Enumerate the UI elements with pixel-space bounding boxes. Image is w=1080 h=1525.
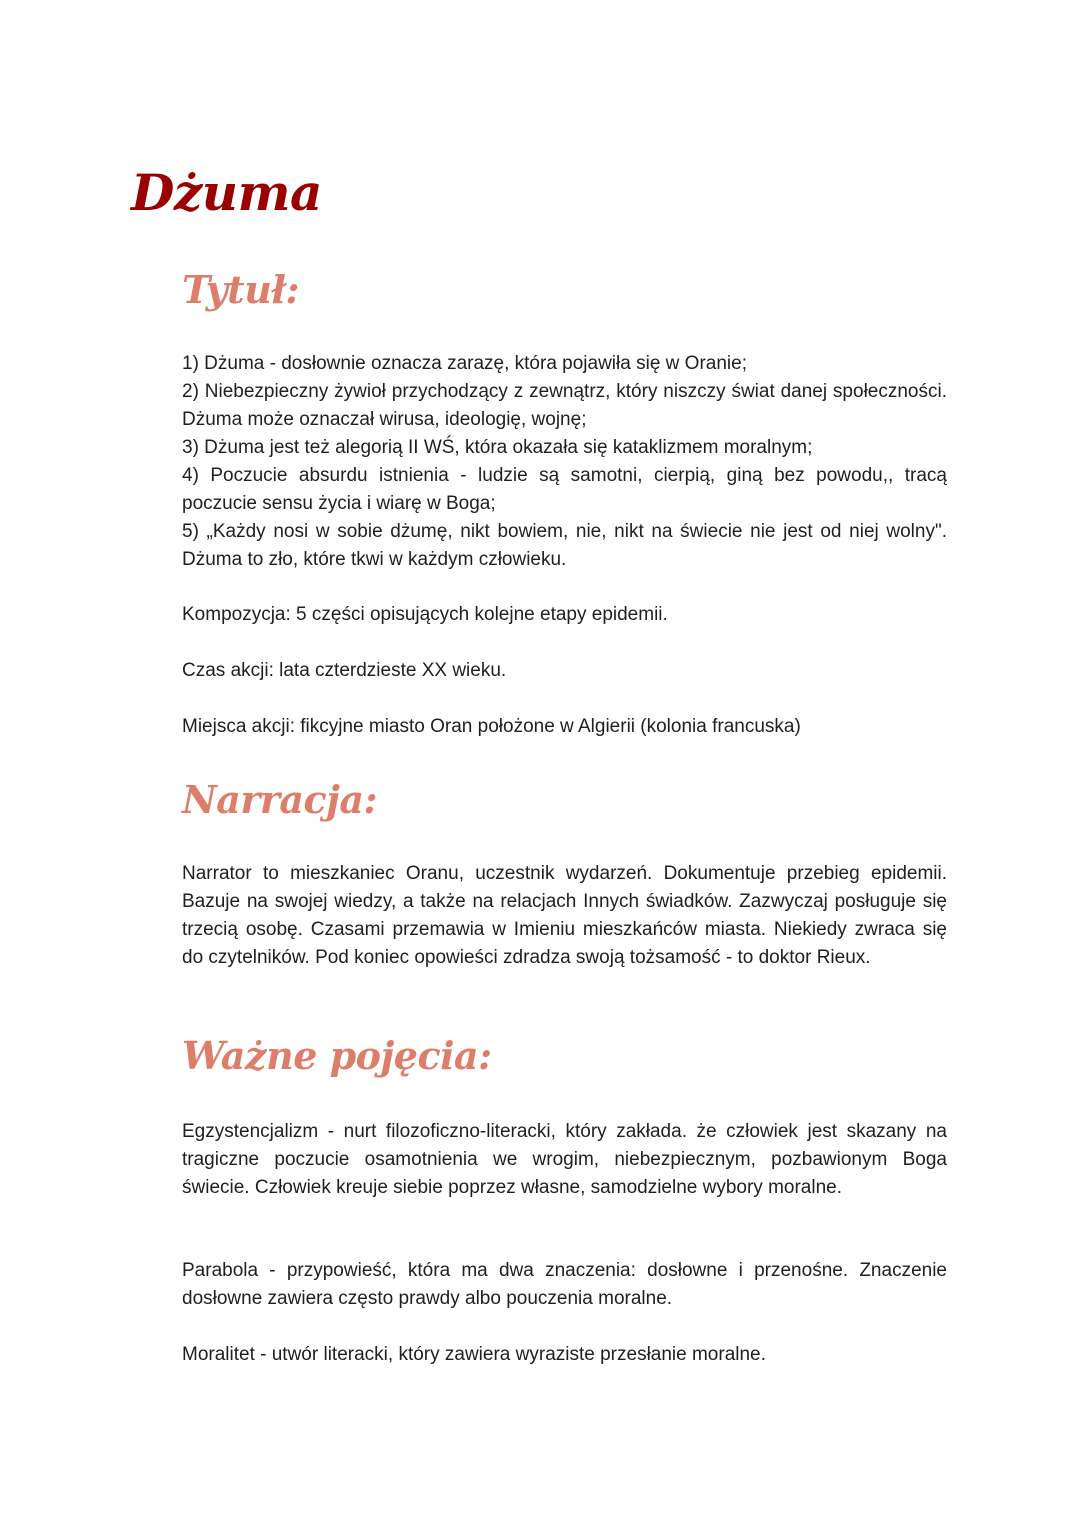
- list-item: 4) Poczucie absurdu istnienia - ludzie są samotni, cierpią, giną bez powodu,, tracą poczucie sensu życia i wiarę w Boga;: [182, 465, 947, 514]
- section-heading-narracja: Narracja:: [182, 777, 378, 822]
- document-title: Dżuma: [131, 163, 322, 222]
- list-item: 5) „Każdy nosi w sobie dżumę, nikt bowiem, nie, nikt na świecie nie jest od niej wolny". Dżuma to zło, które tkwi w każdym człowieku.: [182, 521, 947, 570]
- list-item: 1) Dżuma - dosłownie oznacza zarazę, która pojawiła się w Oranie;: [182, 353, 747, 374]
- miejsce-akcji-paragraph: [182, 713, 947, 741]
- narracja-text: Narrator to mieszkaniec Oranu, uczestnik wydarzeń. Dokumentuje przebieg epidemii. Bazuje na swojej wiedzy, a także na relacjach Innych świadków. Zazwyczaj posługuje się trzecią osobę. Czasami przemawia w Imieniu mieszkańców miasta. Niekiedy zwraca się do czytelników. Pod koniec opowieści zdradza swoją tożsamość - to doktor Rieux.: [182, 863, 947, 968]
- egzystencjalizm-text: Egzystencjalizm - nurt filozoficzno-literacki, który zakłada. że człowiek jest skazany na tragiczne poczucie osamotnienia we wrogim, niebezpiecznym, pozbawionym Boga świecie. Człowiek kreuje siebie poprzez własne, samodzielne wybory moralne.: [182, 1121, 947, 1198]
- kompozycja-paragraph: [182, 601, 947, 629]
- moralitet-text: Moralitet - utwór literacki, który zawiera wyraziste przesłanie moralne.: [182, 1344, 766, 1365]
- list-item: 3) Dżuma jest też alegorią II WŚ, która okazała się kataklizmem moralnym;: [182, 437, 813, 458]
- czas-akcji-text: Czas akcji: lata czterdzieste XX wieku.: [182, 660, 507, 681]
- narracja-paragraph: [182, 860, 947, 972]
- egzystencjalizm-paragraph: [182, 1118, 947, 1202]
- tytul-meanings-list: [182, 350, 947, 574]
- section-heading-tytul: Tytuł:: [182, 267, 300, 312]
- parabola-text: Parabola - przypowieść, która ma dwa znaczenia: dosłowne i przenośne. Znaczenie dosłowne zawiera często prawdy albo pouczenia moralne.: [182, 1260, 947, 1309]
- czas-akcji-paragraph: [182, 657, 947, 685]
- parabola-paragraph: [182, 1257, 947, 1313]
- moralitet-paragraph: [182, 1341, 947, 1369]
- miejsce-akcji-text: Miejsca akcji: fikcyjne miasto Oran położone w Algierii (kolonia francuska): [182, 716, 801, 737]
- list-item: 2) Niebezpieczny żywioł przychodzący z zewnątrz, który niszczy świat danej społeczności. Dżuma może oznaczał wirusa, ideologię, wojnę;: [182, 381, 947, 430]
- section-heading-wazne-pojecia: Ważne pojęcia:: [182, 1033, 492, 1078]
- kompozycja-text: Kompozycja: 5 części opisujących kolejne etapy epidemii.: [182, 604, 668, 625]
